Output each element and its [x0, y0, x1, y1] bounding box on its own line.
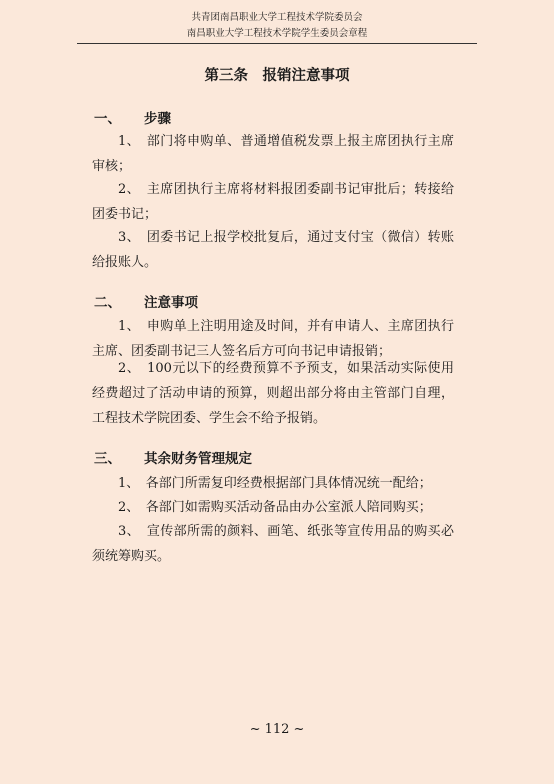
page-number: ~ 112 ~: [249, 722, 305, 737]
paragraph: 1、 申购单上注明用途及时间，并有申请人、主席团执行主席、团委副书记三人签名后方可向书记申请报销；: [92, 319, 454, 359]
paragraph: 2、 100元以下的经费预算不予预支，如果活动实际使用经费超过了活动申请的预算，则超出部分将由主管部门自理，工程技术学院团委、学生会不给予报销。: [92, 361, 454, 426]
paragraph: 3、 团委书记上报学校批复后，通过支付宝（微信）转账给报账人。: [92, 230, 454, 270]
header-rule: [77, 43, 477, 44]
paragraph: 2、 主席团执行主席将材料报团委副书记审批后；转接给团委书记；: [92, 182, 454, 222]
section-title: 步骤: [144, 111, 171, 127]
paragraph: 3、 宣传部所需的颜料、画笔、纸张等宣传用品的购买必须统筹购买。: [92, 524, 454, 564]
section-heading-3: [94, 447, 464, 467]
paragraph: 1、 部门将申购单、普通增值税发票上报主席团执行主席审核；: [92, 134, 454, 174]
article-title: 第三条 报销注意事项: [204, 68, 350, 84]
section-title: 其余财务管理规定: [144, 451, 252, 467]
section-heading-2: [94, 291, 464, 311]
section-number: 三、: [94, 451, 121, 467]
paragraph: 2、 各部门如需购买活动备品由办公室派人陪同购买；: [118, 500, 432, 515]
section-number: 一、: [94, 111, 121, 127]
header-line-1: 共青团南昌职业大学工程技术学院委员会: [191, 12, 363, 23]
running-header: [0, 10, 554, 44]
section-title: 注意事项: [144, 295, 198, 311]
section-heading-1: [94, 107, 464, 127]
paragraph: 1、 各部门所需复印经费根据部门具体情况统一配给；: [118, 476, 432, 491]
section-number: 二、: [94, 295, 121, 311]
header-line-2: 南昌职业大学工程技术学院学生委员会章程: [186, 28, 368, 39]
